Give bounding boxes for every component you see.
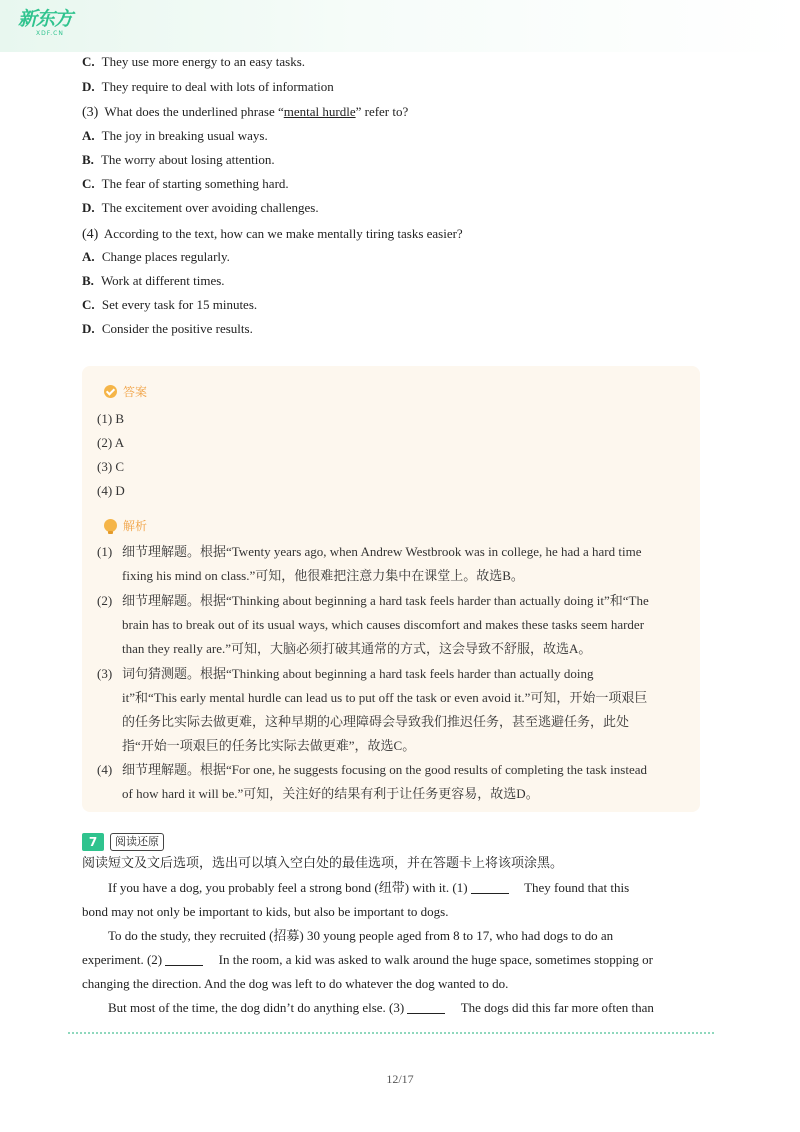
option-letter: A.: [82, 249, 95, 264]
question-text: ” refer to?: [355, 104, 409, 119]
header-band: [0, 0, 800, 52]
option-letter: C.: [82, 297, 95, 312]
logo-chinese: 新东方: [18, 8, 73, 30]
footer-divider: [68, 1032, 714, 1034]
blank-3: [407, 1001, 445, 1014]
question-number: (4): [82, 227, 99, 242]
option-letter: B.: [82, 152, 94, 167]
passage-line: To do the study, they recruited (招募) 30 young people aged from 8 to 17, who had dogs to do an: [108, 928, 614, 943]
section-number: 7: [82, 833, 104, 851]
answer-item: (3) C: [97, 459, 125, 474]
analysis-tag-label: 解析: [123, 519, 148, 533]
analysis-number: (4): [97, 762, 113, 777]
option-text: Set every task for 15 minutes.: [101, 297, 258, 312]
analysis-line: 指“开始一项艰巨的任务比实际去做更难”，故选C。: [122, 738, 416, 753]
question-text: What does the underlined phrase “: [104, 104, 284, 119]
passage-line: [82, 948, 690, 972]
q4-option-b: [82, 273, 225, 289]
answer-tag: [104, 383, 147, 400]
q2-option-d: [82, 79, 334, 95]
analysis-line: than they really are.”可知，大脑必须打破其通常的方式，这会导致不舒服，故选A。: [122, 641, 592, 656]
option-text: They require to deal with lots of information: [101, 79, 334, 94]
q4-option-d: [82, 321, 253, 337]
passage-line: changing the direction. And the dog was left to do whatever the dog wanted to do.: [82, 976, 509, 991]
analysis-line: fixing his mind on class.”可知，他很难把注意力集中在课堂上。故选B。: [122, 568, 524, 583]
option-letter: D.: [82, 321, 95, 336]
question-4: [82, 226, 463, 243]
passage-text: In the room, a kid was asked to walk around the huge space, sometimes stopping or: [218, 952, 653, 967]
passage-text: experiment. (2): [82, 952, 163, 967]
question-3: [82, 104, 408, 121]
answer-item: (2) A: [97, 435, 125, 450]
question-number: (3): [82, 105, 99, 120]
q3-option-d: [82, 200, 319, 216]
analysis-tag: [104, 517, 147, 534]
q3-option-c: [82, 176, 289, 192]
logo-english: XDF.CN: [36, 30, 64, 37]
analysis-number: (3): [97, 666, 113, 681]
analysis-number: (2): [97, 593, 113, 608]
passage-text: If you have a dog, you probably feel a strong bond (纽带) with it. (1): [108, 880, 468, 895]
option-letter: C.: [82, 54, 95, 69]
passage-line: bond may not only be important to kids, but also be important to dogs.: [82, 904, 449, 919]
answer-tag-label: 答案: [123, 385, 148, 399]
passage-line: [82, 996, 690, 1020]
q4-option-a: [82, 249, 230, 265]
option-text: The joy in breaking usual ways.: [101, 128, 268, 143]
q3-option-b: [82, 152, 275, 168]
question-text: According to the text, how can we make mentally tiring tasks easier?: [103, 226, 463, 241]
lightbulb-icon: [104, 519, 117, 532]
option-text: The excitement over avoiding challenges.: [101, 200, 319, 215]
analysis-line: 细节理解题。根据“Twenty years ago, when Andrew Westbrook was in college, he had a hard time: [122, 544, 642, 559]
option-text: They use more energy to an easy tasks.: [101, 54, 306, 69]
q3-option-a: [82, 128, 268, 144]
passage-text: But most of the time, the dog didn’t do anything else. (3): [108, 1000, 405, 1015]
page-number: 12/17: [386, 1072, 414, 1086]
option-letter: D.: [82, 79, 95, 94]
analysis-line: 细节理解题。根据“Thinking about beginning a hard task feels harder than actually doing it”和“The: [122, 593, 649, 608]
analysis-line: 细节理解题。根据“For one, he suggests focusing on the good results of completing the task instead: [122, 762, 647, 777]
option-letter: C.: [82, 176, 95, 191]
option-letter: A.: [82, 128, 95, 143]
q2-option-c: [82, 54, 305, 70]
check-circle-icon: [104, 385, 117, 398]
option-text: Consider the positive results.: [101, 321, 253, 336]
option-text: Work at different times.: [100, 273, 225, 288]
analysis-line: it”和“This early mental hurdle can lead us to put off the task or even avoid it.”可知，开始一项艰巨: [122, 690, 648, 705]
passage-text: They found that this: [524, 880, 630, 895]
blank-1: [471, 881, 509, 894]
analysis-line: of how hard it will be.”可知，关注好的结果有利于让任务更容易，故选D。: [122, 786, 539, 801]
brand-logo: [18, 8, 88, 42]
analysis-line: 词句猜测题。根据“Thinking about beginning a hard task feels harder than actually doing: [122, 666, 594, 681]
answer-item: (4) D: [97, 483, 125, 498]
option-text: Change places regularly.: [101, 249, 230, 264]
analysis-number: (1): [97, 544, 113, 559]
q4-option-c: [82, 297, 257, 313]
underlined-phrase: mental hurdle: [283, 104, 356, 119]
blank-2: [165, 953, 203, 966]
section-label: 阅读还原: [110, 833, 164, 851]
analysis-line: brain has to break out of its usual ways, which causes discomfort and makes these tasks seem harder: [122, 617, 645, 632]
passage-text: The dogs did this far more often than: [460, 1000, 654, 1015]
option-text: The fear of starting something hard.: [101, 176, 289, 191]
passage-line: [82, 876, 690, 900]
option-letter: D.: [82, 200, 95, 215]
analysis-line: 的任务比实际去做更难，这种早期的心理障碍会导致我们推迟任务，甚至逃避任务，此处: [122, 714, 630, 729]
section-instruction: 阅读短文及文后选项，选出可以填入空白处的最佳选项，并在答题卡上将该项涂黑。: [82, 855, 564, 870]
answer-item: (1) B: [97, 411, 125, 426]
option-letter: B.: [82, 273, 94, 288]
option-text: The worry about losing attention.: [100, 152, 275, 167]
